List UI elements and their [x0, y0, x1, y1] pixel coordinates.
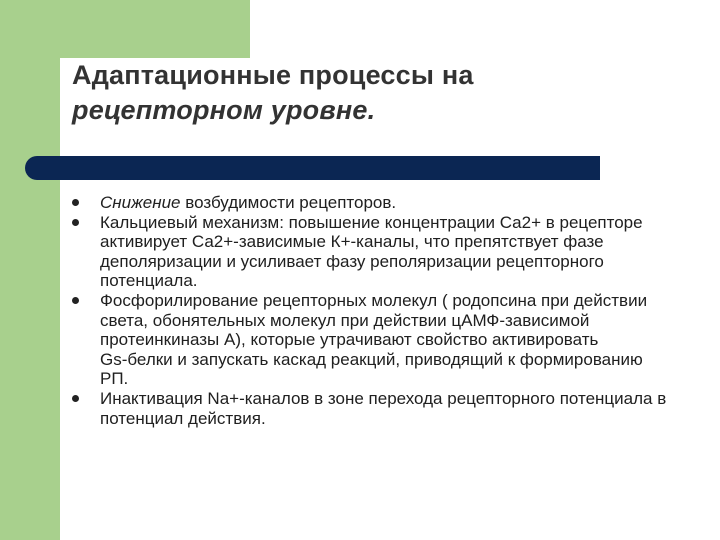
bullet-dot-icon [72, 395, 79, 402]
bullet-dot-icon [72, 297, 79, 304]
bullet-item-3 [72, 291, 672, 389]
title-divider-bar [25, 156, 600, 180]
bullet-2-text: Кальциевый механизм: повышение концентрации Са2+ в рецепторе активирует Са2+-зависимые К+-каналы, что препятствует фазе деполяризации и усиливает фазу реполяризации рецепторного потенциала. [100, 212, 643, 291]
bullet-1-emphasis: Снижение [100, 193, 181, 212]
bullet-item-1 [72, 193, 672, 213]
slide-title-line-1: Адаптационные процессы на [72, 60, 474, 91]
bullet-dot-icon [72, 199, 79, 206]
slide-title [72, 58, 692, 128]
slide-title-line-2: рецепторном уровне. [72, 95, 376, 126]
top-accent-block [60, 0, 250, 58]
bullet-3-text: Фосфорилирование рецепторных молекул ( родопсина при действии света, обонятельных молекул при действии цАМФ‑зависимой протеинкиназы А), которые утрачивают свойство активировать Gs‑белки и запускать каскад реакций, приводящий к формированию РП. [100, 290, 648, 389]
bullet-list [72, 193, 672, 428]
left-accent-strip [0, 0, 60, 540]
bullet-1-text: возбудимости рецепторов. [180, 193, 397, 212]
bullet-item-2 [72, 213, 672, 291]
bullet-4-text: Инактивация Na+-каналов в зоне перехода рецепторного потенциала в потенциал действия. [100, 388, 667, 428]
bullet-item-4 [72, 389, 672, 428]
bullet-dot-icon [72, 219, 79, 226]
